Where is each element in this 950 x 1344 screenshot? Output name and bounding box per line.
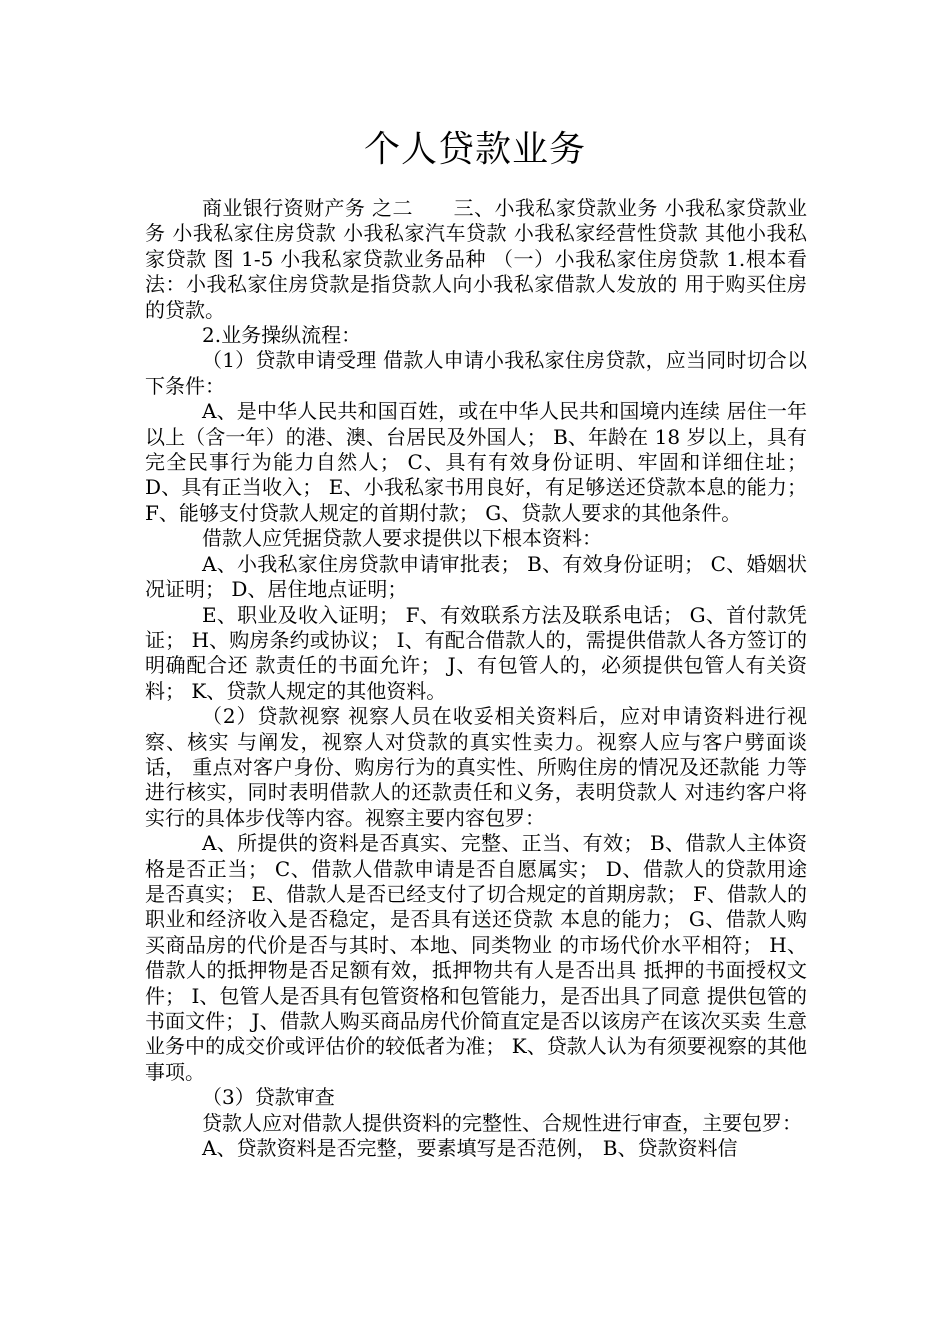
paragraph: 借款人应凭据贷款人要求提供以下根本资料： (202, 526, 602, 551)
paragraph: 商业银行资财产务 之二 三、小我私家贷款业务 小我私家贷款业务 小我私家住房贷款 小我私家汽车贷款 小我私家经营性贷款 其他小我私家贷款 图 1-5 小我私家贷款业务品种 （一）小我私家住房贷款 1.根本看法：小我私家住房贷款是指贷款人向小我私家借款人发放的 用于购买住房的贷款。 (145, 196, 807, 322)
paragraph: A、贷款资料是否完整，要素填写是否范例， B、贷款资料信 (202, 1136, 738, 1161)
paragraph: A、所提供的资料是否真实、完整、正当、有效； B、借款人主体资格是否正当； C、借款人借款申请是否自愿属实； D、借款人的贷款用途是否真实； E、借款人是否已经支付了切合规定的首期房款； F、借款人的职业和经济收入是否稳定，是否具有送还贷款 本息的能力； G、借款人购买商品房的代价是否与其时、本地、同类物业 的市场代价水平相符； H、借款人的抵押物是否足额有效，抵押物共有人是否出具 抵押的书面授权文件； I、包管人是否具有包管资格和包管能力，是否出具了同意 提供包管的书面文件； J、借款人购买商品房代价简直定是否以该房产在该次买卖 生意业务中的成交价或评估价的较低者为准； K、贷款人认为有须要视察的其他事项。 (145, 831, 807, 1084)
paragraph: 2.业务操纵流程： (202, 323, 362, 348)
paragraph: 贷款人应对借款人提供资料的完整性、合规性进行审查，主要包罗： (202, 1110, 802, 1135)
document-body (145, 196, 807, 1161)
paragraph: E、职业及收入证明； F、有效联系方法及联系电话； G、首付款凭证； H、购房条约或协议； I、有配合借款人的，需提供借款人各方签订的明确配合还 款责任的书面允许； J、有包管人的，必须提供包管人有关资料； K、贷款人规定的其他资料。 (145, 602, 807, 703)
paragraph: （1）贷款申请受理 借款人申请小我私家住房贷款，应当同时切合以下条件： (145, 348, 807, 398)
paragraph: （3）贷款审查 (202, 1085, 335, 1110)
paragraph: （2）贷款视察 视察人员在收妥相关资料后，应对申请资料进行视察、核实 与阐发，视察人对贷款的真实性卖力。视察人应与客户劈面谈话， 重点对客户身份、购房行为的真实性、所购住房的情况及还款能 力等进行核实，同时表明借款人的还款责任和义务，表明贷款人 对违约客户将实行的具体步伐等内容。视察主要内容包罗： (145, 704, 807, 830)
document-title: 个人贷款业务 (363, 129, 586, 170)
paragraph: A、小我私家住房贷款申请审批表； B、有效身份证明； C、婚姻状况证明； D、居住地点证明； (145, 551, 807, 602)
paragraph: A、是中华人民共和国百姓，或在中华人民共和国境内连续 居住一年以上（含一年）的港、澳、台居民及外国人； B、年龄在 18 岁以上，具有完全民事行为能力自然人； C、具有有效身份证明、牢固和详细住址； D、具有正当收入； E、小我私家书用良好，有足够送还贷款本息的能力； F、能够支付贷款人规定的首期付款； G、贷款人要求的其他条件。 (145, 399, 807, 525)
